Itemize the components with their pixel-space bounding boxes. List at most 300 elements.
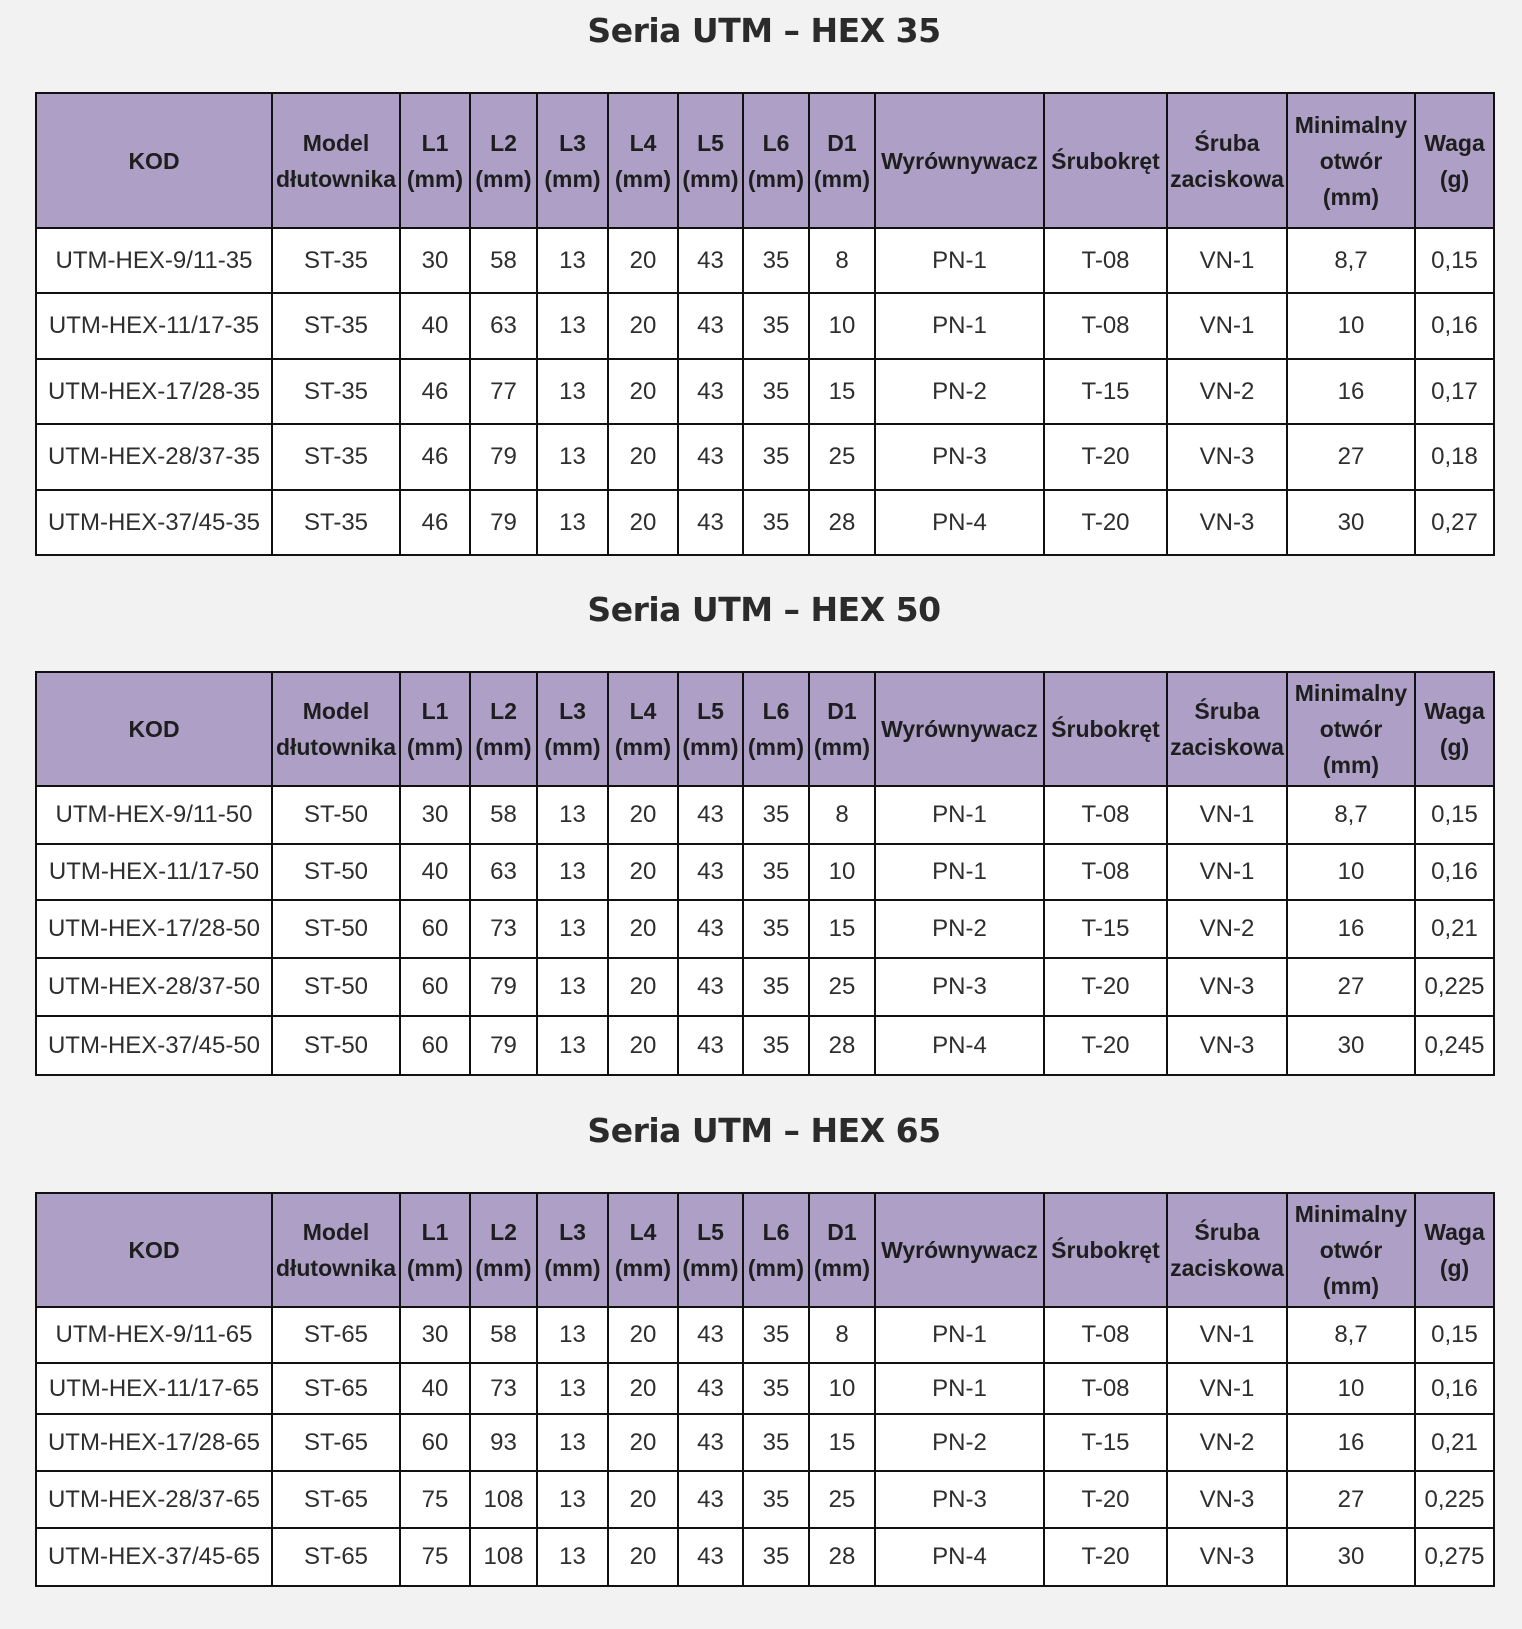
table-row xyxy=(36,1016,1494,1075)
column-header-line: (mm) xyxy=(475,734,532,760)
product-code-cell: UTM-HEX-11/17-65 xyxy=(36,1363,272,1414)
table-cell: PN-4 xyxy=(875,1528,1044,1586)
product-code-cell: UTM-HEX-28/37-65 xyxy=(36,1471,272,1528)
table-cell: 35 xyxy=(743,1307,809,1363)
table-cell: 79 xyxy=(470,958,537,1016)
table-cell: 43 xyxy=(678,1016,743,1075)
column-header-line: otwór xyxy=(1319,147,1383,174)
column-header xyxy=(470,1193,537,1307)
table-cell: 0,27 xyxy=(1415,490,1494,555)
column-header-line: KOD xyxy=(128,147,180,174)
column-header-line: L5 xyxy=(697,129,724,156)
table-cell: 40 xyxy=(400,293,470,359)
column-header-line: Wyrównywacz xyxy=(881,147,1038,174)
table-cell: PN-3 xyxy=(875,424,1044,490)
table-cell: 20 xyxy=(608,490,678,555)
table-cell: 13 xyxy=(537,844,608,900)
column-header-line: Śruba xyxy=(1194,129,1260,156)
table-cell: VN-3 xyxy=(1167,1016,1287,1075)
table-cell: T-20 xyxy=(1044,958,1167,1016)
table-cell: T-20 xyxy=(1044,490,1167,555)
table-cell: 28 xyxy=(809,1528,875,1586)
column-header-line: Wyrównywacz xyxy=(881,716,1038,742)
table-cell: 20 xyxy=(608,786,678,844)
table-cell: 13 xyxy=(537,1307,608,1363)
column-header-line: L6 xyxy=(762,1219,790,1245)
table-cell: 0,245 xyxy=(1415,1016,1494,1075)
table-cell: 60 xyxy=(400,1016,470,1075)
column-header-line: (mm) xyxy=(1322,1273,1380,1299)
table-cell: 43 xyxy=(678,1414,743,1471)
table-cell: VN-3 xyxy=(1167,424,1287,490)
column-header xyxy=(1044,1193,1167,1307)
table-cell: PN-1 xyxy=(875,786,1044,844)
table-cell: 13 xyxy=(537,293,608,359)
table-cell: 13 xyxy=(537,359,608,424)
table-cell: 30 xyxy=(1287,490,1415,555)
column-header-line: (mm) xyxy=(406,1255,464,1281)
table-cell: 0,18 xyxy=(1415,424,1494,490)
column-header xyxy=(537,672,608,786)
column-header-line: (mm) xyxy=(544,1255,601,1281)
table-cell: 0,225 xyxy=(1415,1471,1494,1528)
product-code-cell: UTM-HEX-37/45-65 xyxy=(36,1528,272,1586)
table-cell: 43 xyxy=(678,490,743,555)
table-cell: 35 xyxy=(743,844,809,900)
table-cell: 8,7 xyxy=(1287,786,1415,844)
table-cell: 20 xyxy=(608,359,678,424)
table-cell: 8 xyxy=(809,786,875,844)
table-cell: VN-2 xyxy=(1167,359,1287,424)
table-row xyxy=(36,1363,1494,1414)
table-cell: 13 xyxy=(537,958,608,1016)
table-cell: 13 xyxy=(537,1016,608,1075)
table-cell: T-20 xyxy=(1044,1016,1167,1075)
table-cell: T-20 xyxy=(1044,424,1167,490)
table-cell: 0,16 xyxy=(1415,844,1494,900)
table-cell: T-20 xyxy=(1044,1528,1167,1586)
table-cell: VN-3 xyxy=(1167,490,1287,555)
column-header xyxy=(678,672,743,786)
header-row xyxy=(36,93,1494,228)
column-header-line: L1 xyxy=(421,1219,449,1245)
table-cell: 16 xyxy=(1287,359,1415,424)
column-header xyxy=(1415,672,1494,786)
table-cell: PN-1 xyxy=(875,844,1044,900)
table-cell: 20 xyxy=(608,1528,678,1586)
table-cell: T-08 xyxy=(1044,1307,1167,1363)
table-cell: T-08 xyxy=(1044,293,1167,359)
column-header-line: (g) xyxy=(1439,734,1470,760)
table-cell: 40 xyxy=(400,1363,470,1414)
table-cell: 8 xyxy=(809,228,875,293)
column-header-line: (mm) xyxy=(406,165,464,192)
column-header-line: (mm) xyxy=(682,1255,739,1281)
table-cell: 20 xyxy=(608,228,678,293)
column-header-line: L1 xyxy=(421,698,449,724)
table-cell: T-08 xyxy=(1044,786,1167,844)
column-header-line: L6 xyxy=(762,129,790,156)
column-header-line: (mm) xyxy=(614,1255,672,1281)
column-header-line: Śruba xyxy=(1194,698,1260,724)
spec-table xyxy=(35,1192,1495,1587)
column-header-line: (mm) xyxy=(747,1255,805,1281)
table-cell: 0,16 xyxy=(1415,1363,1494,1414)
column-header xyxy=(400,1193,470,1307)
column-header xyxy=(678,1193,743,1307)
column-header-line: KOD xyxy=(128,1237,180,1263)
table-cell: ST-50 xyxy=(272,844,400,900)
table-row xyxy=(36,1414,1494,1471)
table-cell: VN-3 xyxy=(1167,1528,1287,1586)
table-cell: 8,7 xyxy=(1287,228,1415,293)
column-header-line: D1 xyxy=(827,129,857,156)
table-cell: 0,275 xyxy=(1415,1528,1494,1586)
table-cell: 8 xyxy=(809,1307,875,1363)
table-cell: ST-35 xyxy=(272,293,400,359)
column-header xyxy=(1167,672,1287,786)
column-header-line: dłutownika xyxy=(275,165,397,192)
column-header-line: Minimalny xyxy=(1294,680,1408,706)
table-cell: ST-35 xyxy=(272,359,400,424)
table-cell: 0,15 xyxy=(1415,228,1494,293)
table-cell: PN-2 xyxy=(875,359,1044,424)
column-header xyxy=(36,93,272,228)
table-cell: 15 xyxy=(809,1414,875,1471)
table-cell: 28 xyxy=(809,490,875,555)
table-cell: 25 xyxy=(809,424,875,490)
product-code-cell: UTM-HEX-17/28-65 xyxy=(36,1414,272,1471)
table-cell: 43 xyxy=(678,900,743,958)
product-code-cell: UTM-HEX-28/37-35 xyxy=(36,424,272,490)
column-header xyxy=(537,1193,608,1307)
table-cell: ST-35 xyxy=(272,228,400,293)
column-header-line: (mm) xyxy=(813,734,871,760)
column-header-line: L3 xyxy=(559,1219,586,1245)
table-cell: 10 xyxy=(1287,844,1415,900)
column-header-line: KOD xyxy=(128,716,180,742)
table-cell: 46 xyxy=(400,359,470,424)
section-title: Seria UTM – HEX 50 xyxy=(587,590,941,629)
table-cell: 30 xyxy=(1287,1016,1415,1075)
column-header-line: Minimalny xyxy=(1294,1201,1408,1227)
table-cell: 43 xyxy=(678,293,743,359)
table-cell: 10 xyxy=(809,1363,875,1414)
table-cell: 35 xyxy=(743,228,809,293)
table-cell: VN-2 xyxy=(1167,900,1287,958)
table-cell: 10 xyxy=(809,293,875,359)
table-cell: 58 xyxy=(470,786,537,844)
column-header-line: D1 xyxy=(827,1219,857,1245)
product-code-cell: UTM-HEX-37/45-50 xyxy=(36,1016,272,1075)
table-cell: PN-3 xyxy=(875,958,1044,1016)
table-cell: 79 xyxy=(470,490,537,555)
table-cell: 0,15 xyxy=(1415,786,1494,844)
table-cell: 20 xyxy=(608,1471,678,1528)
column-header-line: L5 xyxy=(697,1219,724,1245)
column-header-line: Waga xyxy=(1424,129,1485,156)
table-cell: 0,16 xyxy=(1415,293,1494,359)
table-cell: ST-65 xyxy=(272,1307,400,1363)
product-code-cell: UTM-HEX-9/11-35 xyxy=(36,228,272,293)
column-header xyxy=(608,1193,678,1307)
table-row xyxy=(36,1528,1494,1586)
column-header xyxy=(272,672,400,786)
table-cell: PN-1 xyxy=(875,228,1044,293)
column-header xyxy=(1287,1193,1415,1307)
column-header-line: L3 xyxy=(559,129,586,156)
table-cell: 25 xyxy=(809,1471,875,1528)
table-cell: 58 xyxy=(470,1307,537,1363)
column-header xyxy=(743,93,809,228)
column-header-line: otwór xyxy=(1319,716,1383,742)
column-header xyxy=(1287,672,1415,786)
table-cell: 35 xyxy=(743,1528,809,1586)
column-header-line: Model xyxy=(302,698,370,724)
column-header-line: (mm) xyxy=(1322,183,1380,210)
table-cell: VN-1 xyxy=(1167,786,1287,844)
column-header-line: L2 xyxy=(490,1219,517,1245)
table-cell: 73 xyxy=(470,900,537,958)
column-header-line: (g) xyxy=(1439,1255,1470,1281)
column-header-line: (mm) xyxy=(475,1255,532,1281)
column-header xyxy=(875,672,1044,786)
table-cell: 35 xyxy=(743,958,809,1016)
table-cell: T-15 xyxy=(1044,359,1167,424)
table-cell: 43 xyxy=(678,844,743,900)
column-header xyxy=(400,672,470,786)
table-cell: 20 xyxy=(608,1414,678,1471)
column-header-line: L6 xyxy=(762,698,790,724)
table-cell: 60 xyxy=(400,958,470,1016)
column-header-line: (mm) xyxy=(747,165,805,192)
column-header-line: Śruba xyxy=(1194,1219,1260,1245)
header-row xyxy=(36,1193,1494,1307)
table-cell: 30 xyxy=(400,228,470,293)
table-cell: ST-35 xyxy=(272,490,400,555)
column-header-line: (mm) xyxy=(813,1255,871,1281)
column-header xyxy=(608,672,678,786)
column-header xyxy=(1044,672,1167,786)
column-header xyxy=(1167,1193,1287,1307)
column-header-line: dłutownika xyxy=(275,734,397,760)
section-title: Seria UTM – HEX 65 xyxy=(587,1111,941,1150)
column-header xyxy=(809,1193,875,1307)
table-cell: 30 xyxy=(400,786,470,844)
table-cell: 43 xyxy=(678,1528,743,1586)
table-cell: 46 xyxy=(400,490,470,555)
table-cell: 20 xyxy=(608,900,678,958)
table-cell: 43 xyxy=(678,424,743,490)
table-cell: 16 xyxy=(1287,900,1415,958)
table-cell: 10 xyxy=(1287,1363,1415,1414)
column-header xyxy=(272,93,400,228)
table-row xyxy=(36,293,1494,359)
table-cell: 43 xyxy=(678,1363,743,1414)
column-header-line: (mm) xyxy=(813,165,871,192)
table-cell: 79 xyxy=(470,424,537,490)
table-cell: 20 xyxy=(608,958,678,1016)
table-cell: 60 xyxy=(400,1414,470,1471)
column-header xyxy=(743,672,809,786)
column-header xyxy=(400,93,470,228)
column-header xyxy=(537,93,608,228)
table-cell: 13 xyxy=(537,1414,608,1471)
table-cell: ST-50 xyxy=(272,1016,400,1075)
product-code-cell: UTM-HEX-9/11-50 xyxy=(36,786,272,844)
column-header-line: (mm) xyxy=(614,734,672,760)
table-cell: 13 xyxy=(537,1528,608,1586)
table-cell: 0,21 xyxy=(1415,900,1494,958)
table-cell: PN-3 xyxy=(875,1471,1044,1528)
table-cell: 93 xyxy=(470,1414,537,1471)
table-cell: 108 xyxy=(470,1528,537,1586)
table-cell: 58 xyxy=(470,228,537,293)
table-cell: ST-35 xyxy=(272,424,400,490)
column-header-line: (mm) xyxy=(406,734,464,760)
table-cell: VN-2 xyxy=(1167,1414,1287,1471)
table-cell: ST-65 xyxy=(272,1528,400,1586)
column-header xyxy=(1415,93,1494,228)
column-header xyxy=(272,1193,400,1307)
table-cell: ST-65 xyxy=(272,1471,400,1528)
table-cell: 35 xyxy=(743,490,809,555)
table-cell: 20 xyxy=(608,1307,678,1363)
table-cell: 35 xyxy=(743,359,809,424)
table-row xyxy=(36,490,1494,555)
column-header-line: (mm) xyxy=(544,165,601,192)
column-header-line: Waga xyxy=(1424,698,1485,724)
table-cell: 28 xyxy=(809,1016,875,1075)
column-header xyxy=(36,672,272,786)
table-cell: T-15 xyxy=(1044,1414,1167,1471)
product-code-cell: UTM-HEX-11/17-35 xyxy=(36,293,272,359)
table-cell: PN-2 xyxy=(875,1414,1044,1471)
table-cell: 75 xyxy=(400,1471,470,1528)
column-header xyxy=(470,672,537,786)
table-cell: 43 xyxy=(678,1471,743,1528)
table-cell: 43 xyxy=(678,228,743,293)
table-cell: PN-2 xyxy=(875,900,1044,958)
table-cell: 73 xyxy=(470,1363,537,1414)
column-header-line: otwór xyxy=(1319,1237,1383,1263)
table-row xyxy=(36,359,1494,424)
table-cell: 40 xyxy=(400,844,470,900)
table-cell: 10 xyxy=(1287,293,1415,359)
column-header-line: (mm) xyxy=(475,165,532,192)
column-header-line: Minimalny xyxy=(1294,111,1408,138)
column-header-line: Śrubokręt xyxy=(1051,1237,1160,1263)
column-header-line: zaciskowa xyxy=(1170,1255,1284,1281)
table-cell: VN-3 xyxy=(1167,958,1287,1016)
column-header xyxy=(1287,93,1415,228)
table-cell: 20 xyxy=(608,293,678,359)
column-header-line: Wyrównywacz xyxy=(881,1237,1038,1263)
table-cell: PN-1 xyxy=(875,1307,1044,1363)
table-cell: VN-1 xyxy=(1167,228,1287,293)
table-cell: T-08 xyxy=(1044,228,1167,293)
column-header-line: L4 xyxy=(629,129,657,156)
table-cell: 25 xyxy=(809,958,875,1016)
table-cell: VN-1 xyxy=(1167,1307,1287,1363)
table-cell: PN-1 xyxy=(875,293,1044,359)
table-cell: 13 xyxy=(537,900,608,958)
product-code-cell: UTM-HEX-37/45-35 xyxy=(36,490,272,555)
column-header xyxy=(875,1193,1044,1307)
table-cell: T-08 xyxy=(1044,844,1167,900)
table-cell: PN-1 xyxy=(875,1363,1044,1414)
column-header-line: L4 xyxy=(629,698,657,724)
column-header xyxy=(470,93,537,228)
column-header-line: L3 xyxy=(559,698,586,724)
column-header xyxy=(1044,93,1167,228)
table-cell: 35 xyxy=(743,1016,809,1075)
table-cell: 43 xyxy=(678,786,743,844)
column-header-line: (g) xyxy=(1439,165,1470,192)
column-header-line: (mm) xyxy=(614,165,672,192)
column-header-line: L2 xyxy=(490,698,517,724)
table-cell: 13 xyxy=(537,1471,608,1528)
table-cell: 108 xyxy=(470,1471,537,1528)
column-header xyxy=(809,672,875,786)
spec-table xyxy=(35,92,1495,556)
table-cell: 20 xyxy=(608,844,678,900)
column-header-line: (mm) xyxy=(682,165,739,192)
table-cell: VN-1 xyxy=(1167,844,1287,900)
table-cell: 13 xyxy=(537,786,608,844)
column-header-line: L4 xyxy=(629,1219,657,1245)
table-cell: 30 xyxy=(400,1307,470,1363)
column-header xyxy=(678,93,743,228)
table-cell: 0,17 xyxy=(1415,359,1494,424)
column-header-line: (mm) xyxy=(682,734,739,760)
table-cell: T-15 xyxy=(1044,900,1167,958)
table-row xyxy=(36,844,1494,900)
table-cell: 35 xyxy=(743,900,809,958)
table-cell: 10 xyxy=(809,844,875,900)
table-cell: 79 xyxy=(470,1016,537,1075)
table-cell: 15 xyxy=(809,359,875,424)
table-cell: VN-3 xyxy=(1167,1471,1287,1528)
table-cell: 0,21 xyxy=(1415,1414,1494,1471)
column-header-line: zaciskowa xyxy=(1170,165,1284,192)
table-cell: 46 xyxy=(400,424,470,490)
column-header-line: L2 xyxy=(490,129,517,156)
table-cell: 16 xyxy=(1287,1414,1415,1471)
table-cell: 35 xyxy=(743,786,809,844)
table-cell: 27 xyxy=(1287,1471,1415,1528)
table-row xyxy=(36,958,1494,1016)
table-cell: 60 xyxy=(400,900,470,958)
table-cell: 63 xyxy=(470,844,537,900)
column-header-line: (mm) xyxy=(544,734,601,760)
column-header-line: Śrubokręt xyxy=(1051,716,1160,742)
column-header xyxy=(36,1193,272,1307)
product-code-cell: UTM-HEX-11/17-50 xyxy=(36,844,272,900)
table-cell: T-20 xyxy=(1044,1471,1167,1528)
table-cell: 13 xyxy=(537,228,608,293)
table-cell: 35 xyxy=(743,424,809,490)
column-header-line: Model xyxy=(302,1219,370,1245)
column-header xyxy=(875,93,1044,228)
table-cell: 77 xyxy=(470,359,537,424)
table-cell: 43 xyxy=(678,1307,743,1363)
column-header-line: (mm) xyxy=(747,734,805,760)
table-cell: 75 xyxy=(400,1528,470,1586)
table-cell: 43 xyxy=(678,958,743,1016)
table-row xyxy=(36,228,1494,293)
table-row xyxy=(36,424,1494,490)
